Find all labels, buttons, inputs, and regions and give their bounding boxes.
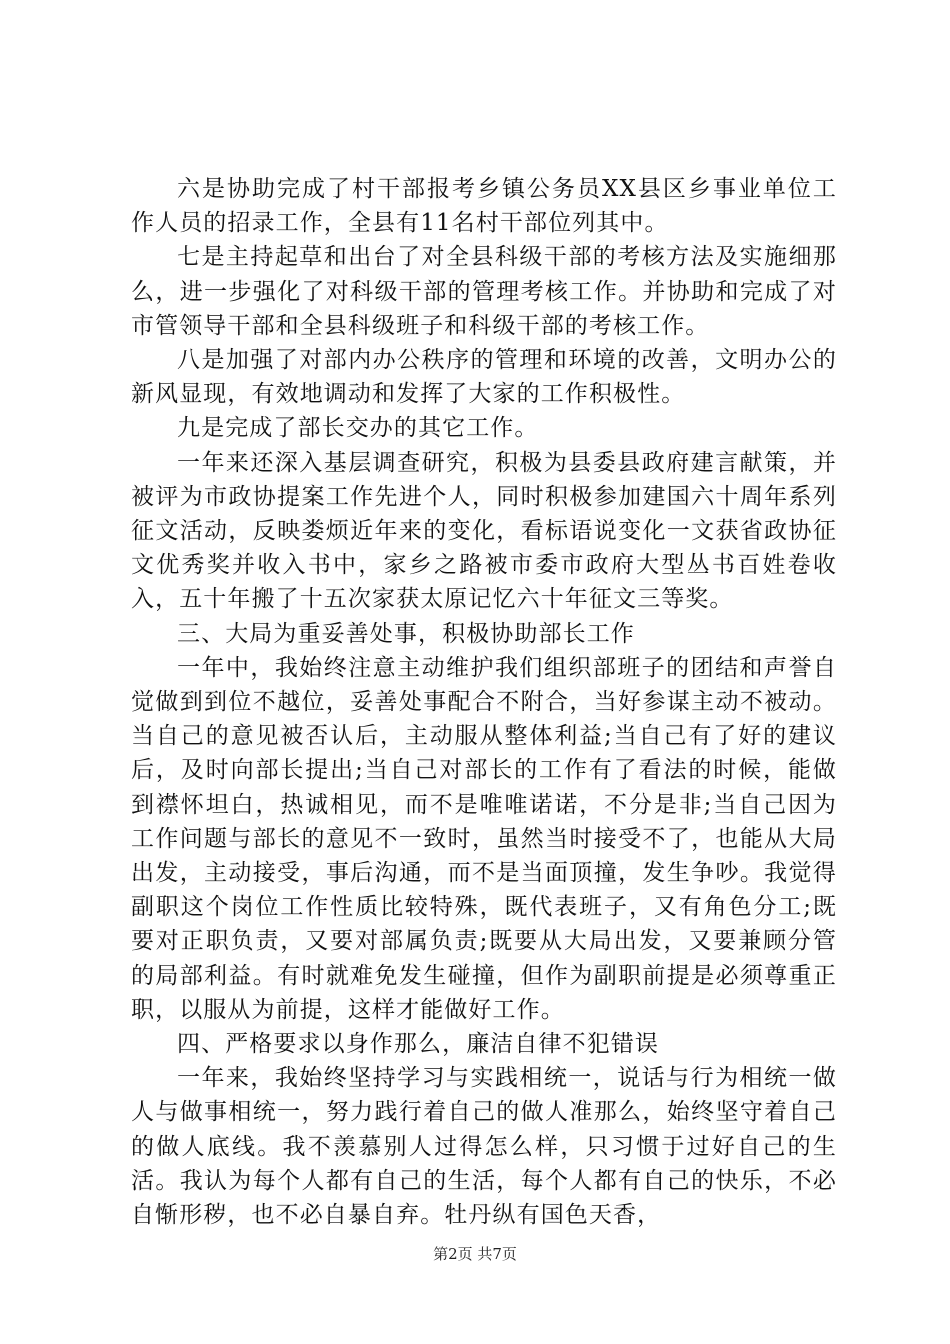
paragraph-six: 六是协助完成了村干部报考乡镇公务员XX县区乡事业单位工作人员的招录工作，全县有11名村干部位列其中。 [131, 176, 837, 237]
paragraph-self-discipline: 一年来，我始终坚持学习与实践相统一，说话与行为相统一做人与做事相统一，努力践行着自己的做人准那么，始终坚守着自己的做人底线。我不羡慕别人过得怎么样，只习惯于过好自己的生活。我认为每个人都有自己的生活，每个人都有自己的快乐，不必自惭形秽，也不必自暴自弃。牡丹纵有国色天香， [131, 1065, 837, 1229]
document-body [131, 172, 837, 1232]
paragraph-nine: 九是完成了部长交办的其它工作。 [177, 415, 539, 442]
section-heading-three: 三、大局为重妥善处事，积极协助部长工作 [177, 620, 635, 647]
paragraph-seven: 七是主持起草和出台了对全县科级干部的考核方法及实施细那么，进一步强化了对科级干部的管理考核工作。并协助和完成了对市管领导干部和全县科级班子和科级干部的考核工作。 [131, 244, 837, 339]
paragraph-research: 一年来还深入基层调查研究，积极为县委县政府建言献策，并被评为市政协提案工作先进个人，同时积极参加建国六十周年系列征文活动，反映娄烦近年来的变化，看标语说变化一文获省政协征文优秀奖并收入书中，家乡之路被市委市政府大型丛书百姓卷收入，五十年搬了十五次家获太原记忆六十年征文三等奖。 [131, 449, 837, 613]
paragraph-eight: 八是加强了对部内办公秩序的管理和环境的改善，文明办公的新风显现，有效地调动和发挥了大家的工作积极性。 [131, 347, 837, 408]
section-heading-four: 四、严格要求以身作那么，廉洁自律不犯错误 [177, 1031, 659, 1058]
paragraph-cooperation: 一年中，我始终注意主动维护我们组织部班子的团结和声誉自觉做到到位不越位，妥善处事配合不附合，当好参谋主动不被动。当自己的意见被否认后，主动服从整体利益;当自己有了好的建议后，及时向部长提出;当自己对部长的工作有了看法的时候，能做到襟怀坦白，热诚相见，而不是唯唯诺诺，不分是非;当自己因为工作问题与部长的意见不一致时，虽然当时接受不了，也能从大局出发，主动接受，事后沟通，而不是当面顶撞，发生争吵。我觉得副职这个岗位工作性质比较特殊，既代表班子，又有角色分工;既要对正职负责，又要对部属负责;既要从大局出发，又要兼顾分管的局部利益。有时就难免发生碰撞，但作为副职前提是必须尊重正职，以服从为前提，这样才能做好工作。 [131, 654, 837, 1023]
page-number-footer: 第2页 共7页 [433, 1245, 517, 1263]
